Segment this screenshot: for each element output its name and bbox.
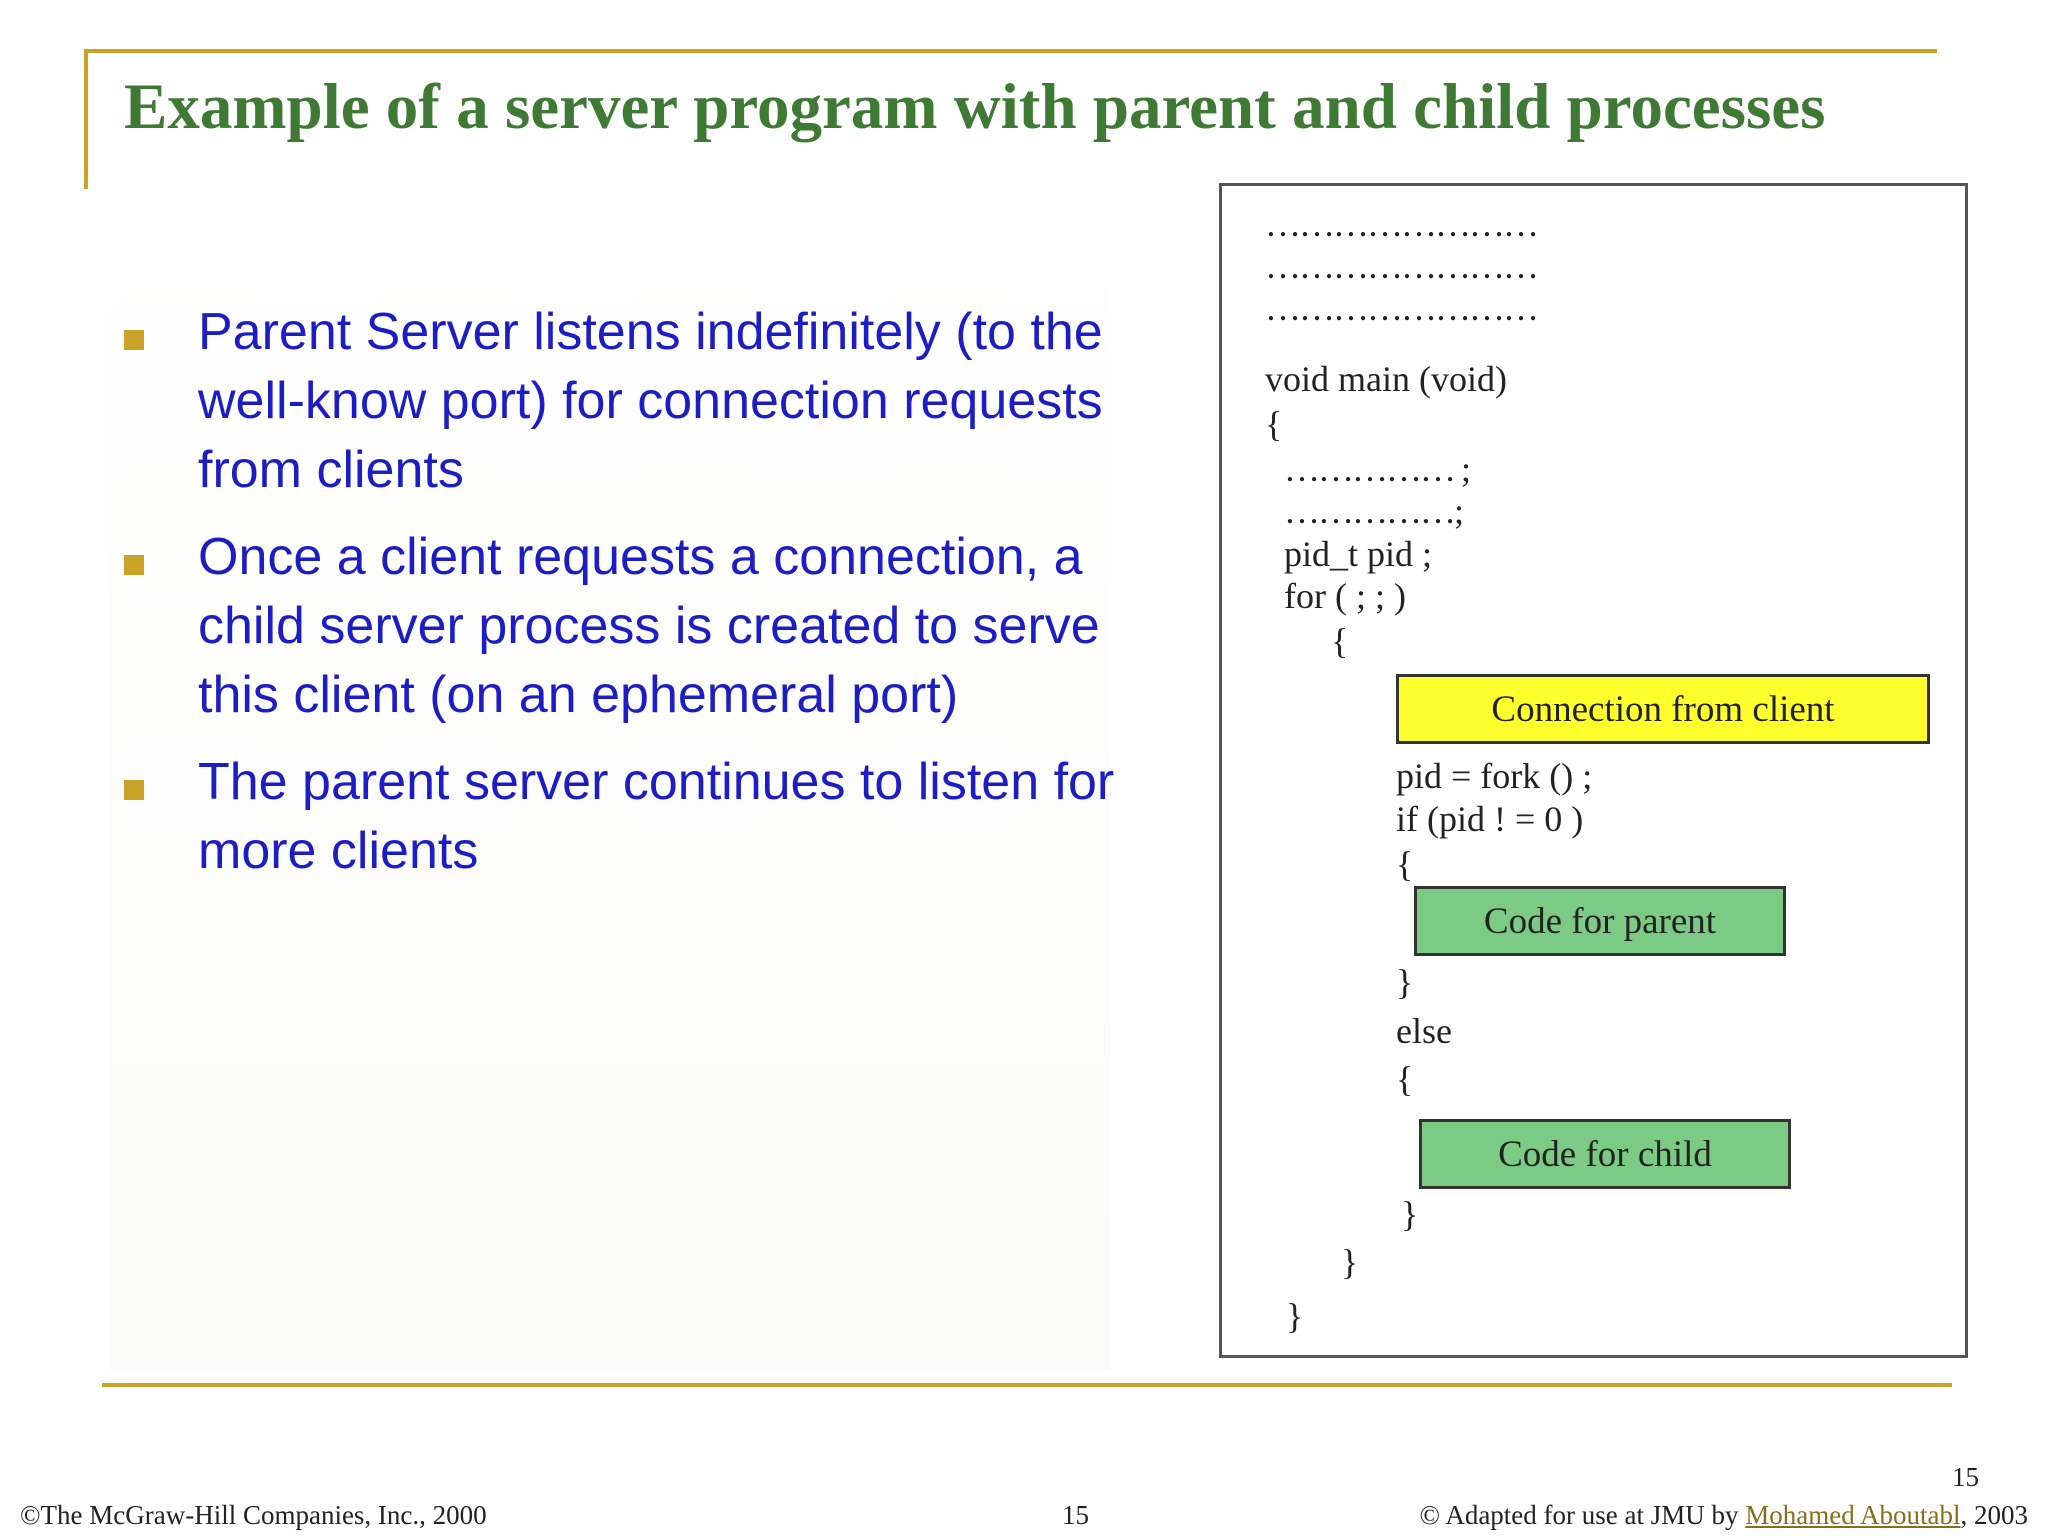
code-line: ……………; bbox=[1284, 491, 1463, 531]
code-line: pid_t pid ; bbox=[1284, 534, 1433, 574]
code-line: } bbox=[1341, 1242, 1359, 1282]
code-line: …………………… bbox=[1265, 204, 1537, 244]
code-line: } bbox=[1401, 1194, 1419, 1234]
code-figure bbox=[1219, 183, 1968, 1358]
code-line: …………… ; bbox=[1284, 449, 1470, 489]
bullet-item bbox=[124, 523, 1124, 730]
code-line: pid = fork () ; bbox=[1396, 756, 1593, 796]
slide-title: Example of a server program with parent and child processes bbox=[124, 71, 1826, 143]
code-line: else bbox=[1396, 1011, 1452, 1051]
code-for-child-block: Code for child bbox=[1419, 1119, 1791, 1189]
code-line: { bbox=[1396, 1059, 1414, 1099]
bullet-text: The parent server continues to listen for more clients bbox=[198, 753, 1115, 880]
footer-adaptation-prefix: © Adapted for use at JMU by bbox=[1419, 1500, 1746, 1530]
square-bullet-icon bbox=[124, 780, 144, 800]
code-line: { bbox=[1331, 621, 1349, 661]
connection-from-client-block: Connection from client bbox=[1396, 674, 1930, 744]
square-bullet-icon bbox=[124, 555, 144, 575]
page-number: 15 bbox=[1952, 1462, 1979, 1492]
code-line: } bbox=[1286, 1296, 1304, 1336]
footer-adaptation bbox=[1420, 1500, 2028, 1531]
title-frame-left bbox=[84, 49, 88, 189]
author-link[interactable]: Mohamed Aboutabl bbox=[1745, 1500, 1961, 1530]
code-line: …………………… bbox=[1265, 246, 1537, 286]
code-for-parent-block: Code for parent bbox=[1414, 886, 1786, 956]
code-line: void main (void) bbox=[1265, 359, 1507, 399]
footer-copyright: ©The McGraw-Hill Companies, Inc., 2000 bbox=[20, 1500, 487, 1530]
code-line: } bbox=[1396, 962, 1414, 1002]
code-line: for ( ; ; ) bbox=[1284, 576, 1406, 616]
bullet-list bbox=[124, 298, 1124, 904]
bullet-text: Parent Server listens indefinitely (to the well-know port) for connection requests from clients bbox=[198, 303, 1103, 499]
footer-adaptation-suffix: , 2003 bbox=[1960, 1500, 2028, 1530]
code-line: { bbox=[1396, 844, 1414, 884]
bullet-item bbox=[124, 748, 1124, 886]
code-line: if (pid ! = 0 ) bbox=[1396, 799, 1584, 839]
code-line: { bbox=[1265, 404, 1283, 444]
square-bullet-icon bbox=[124, 330, 144, 350]
bullet-text: Once a client requests a connection, a child server process is created to serve this client (on an ephemeral port) bbox=[198, 528, 1100, 724]
title-frame-top bbox=[84, 49, 1937, 53]
footer-rule bbox=[102, 1383, 1952, 1387]
code-line: …………………… bbox=[1265, 288, 1537, 328]
footer-slide-number: 15 bbox=[1062, 1500, 1089, 1530]
bullet-item bbox=[124, 298, 1124, 505]
